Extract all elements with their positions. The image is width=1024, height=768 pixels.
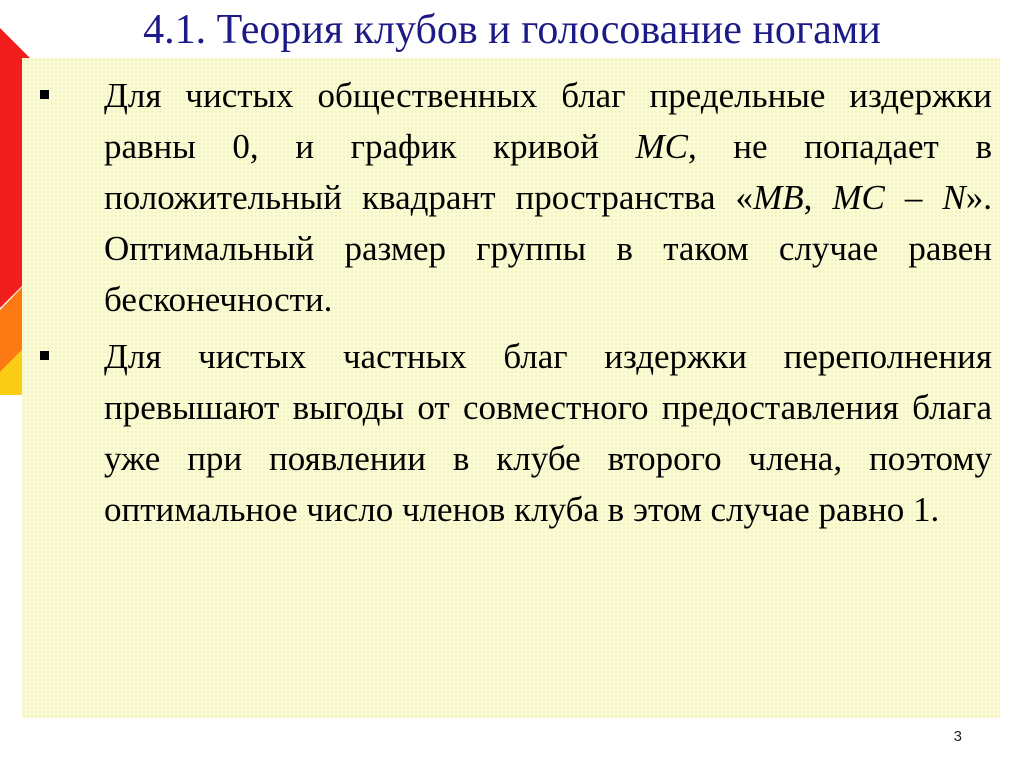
slide-title: 4.1. Теория клубов и голосование ногами xyxy=(143,7,881,53)
text-run: , не попадает в положительный квадрант пространства « xyxy=(104,127,992,217)
italic-symbol: MC xyxy=(832,178,885,217)
bullet-item xyxy=(24,70,992,325)
square-bullet-icon xyxy=(40,90,49,99)
italic-symbol: MB xyxy=(753,178,804,217)
text-run: ». Оптимальный размер группы в таком случае равен бесконечности. xyxy=(104,178,992,319)
bullet-text xyxy=(104,70,992,325)
text-run: , xyxy=(803,178,833,217)
italic-symbol: MC xyxy=(635,127,688,166)
bullet-item xyxy=(24,331,992,535)
square-bullet-icon xyxy=(40,351,49,360)
text-run: Для чистых частных благ издержки переполнения превышают выгоды от совместного предоставления блага уже при появлении в клубе второго члена, поэтому оптимальное число членов клуба в этом случае равно 1. xyxy=(104,337,992,529)
italic-symbol: N xyxy=(942,178,966,217)
text-run: Для чистых общественных благ предельные издержки равны 0, и график кривой xyxy=(104,76,992,166)
slide-number: 3 xyxy=(953,728,962,745)
bullet-text xyxy=(104,331,992,535)
text-run: – xyxy=(884,178,943,217)
bullet-list xyxy=(24,70,992,541)
